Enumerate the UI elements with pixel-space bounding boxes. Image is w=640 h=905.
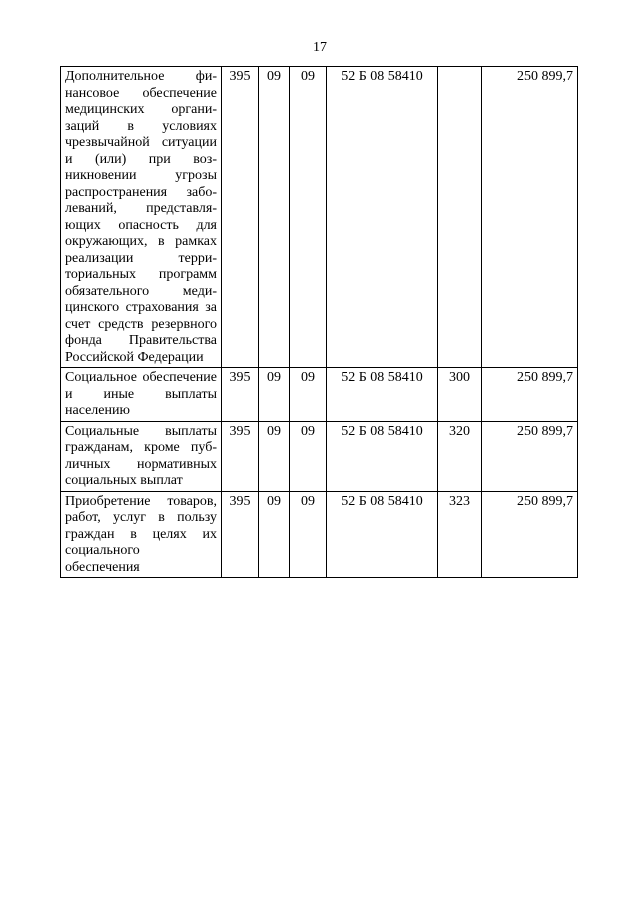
section-code-cell: 09 [259, 368, 290, 422]
subsection-code-cell: 09 [290, 368, 327, 422]
target-article-cell: 52 Б 08 58410 [327, 368, 438, 422]
table-row [61, 368, 578, 422]
amount-cell: 250 899,7 [482, 491, 578, 578]
amount-cell: 250 899,7 [482, 421, 578, 491]
subsection-code-cell: 09 [290, 421, 327, 491]
table-row [61, 491, 578, 578]
table-row [61, 421, 578, 491]
amount-cell: 250 899,7 [482, 67, 578, 368]
ministry-code-cell: 395 [222, 491, 259, 578]
expense-type-cell: 323 [438, 491, 482, 578]
expense-type-cell: 320 [438, 421, 482, 491]
target-article-cell: 52 Б 08 58410 [327, 491, 438, 578]
row-name-cell: Социальное обеспечение и иные выплаты населению [61, 368, 222, 422]
expense-type-cell: 300 [438, 368, 482, 422]
row-name-cell: Дополнительное финансовое обеспечение медицинских организаций в условиях чрезвычайной ситуации и (или) при возникновении угрозы распространения заболеваний, представляющих опасность для окружающих, в рамках реализации территориальных программ обязательного медицинского страхования за счет средств резервного фонда Правительства Российской Федерации [61, 67, 222, 368]
section-code-cell: 09 [259, 491, 290, 578]
target-article-cell: 52 Б 08 58410 [327, 67, 438, 368]
section-code-cell: 09 [259, 421, 290, 491]
amount-cell: 250 899,7 [482, 368, 578, 422]
ministry-code-cell: 395 [222, 421, 259, 491]
budget-table [60, 66, 578, 578]
page-number: 17 [313, 40, 327, 55]
target-article-cell: 52 Б 08 58410 [327, 421, 438, 491]
section-code-cell: 09 [259, 67, 290, 368]
table-row [61, 67, 578, 368]
subsection-code-cell: 09 [290, 491, 327, 578]
row-name-cell: Социальные выплаты гражданам, кроме публичных нормативных социальных выплат [61, 421, 222, 491]
ministry-code-cell: 395 [222, 67, 259, 368]
row-name-cell: Приобретение товаров, работ, услуг в пользу граждан в целях их социального обеспечения [61, 491, 222, 578]
subsection-code-cell: 09 [290, 67, 327, 368]
ministry-code-cell: 395 [222, 368, 259, 422]
expense-type-cell [438, 67, 482, 368]
